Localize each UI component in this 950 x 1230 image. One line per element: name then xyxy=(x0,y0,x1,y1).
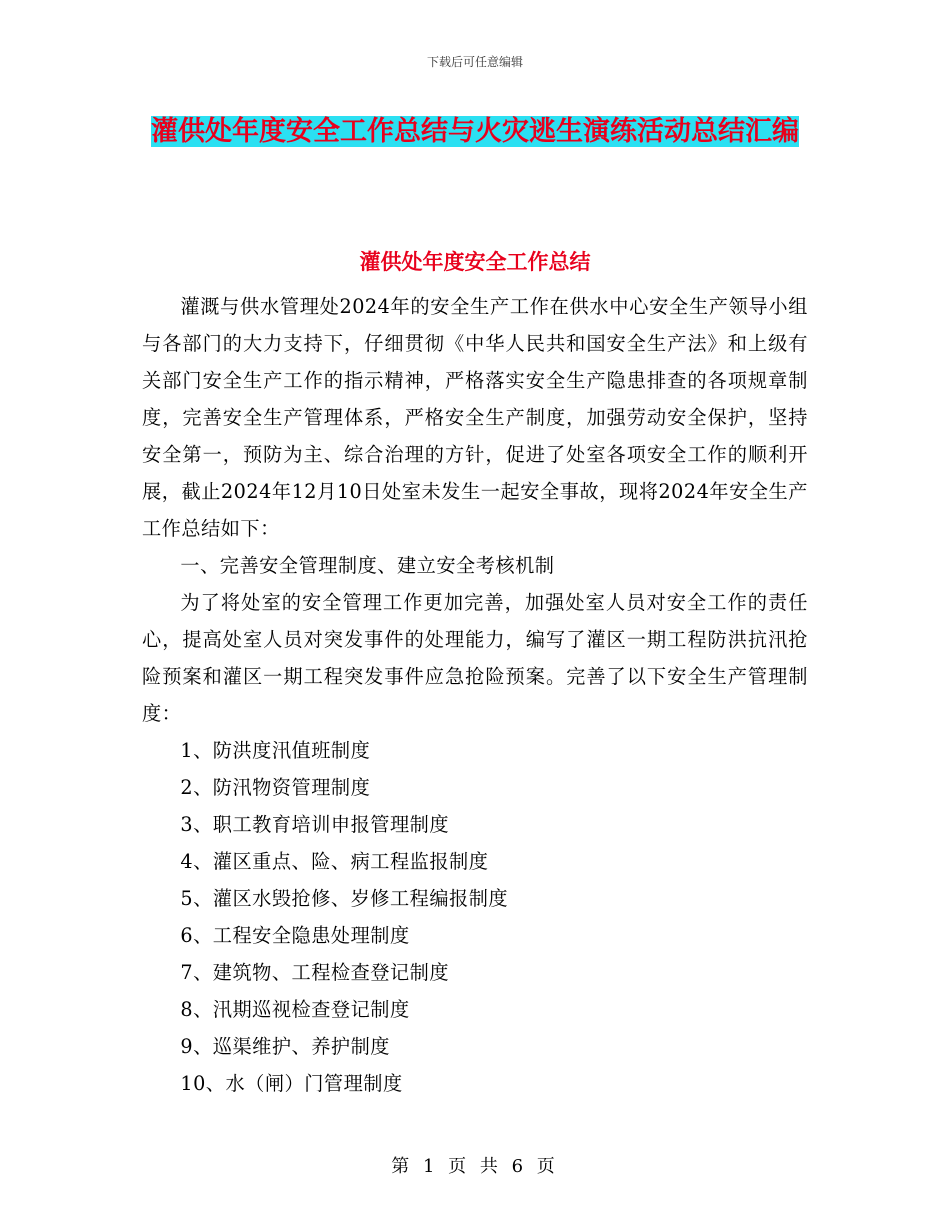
document-body xyxy=(142,288,808,1102)
list-item: 10、水（闸）门管理制度 xyxy=(180,1072,403,1095)
page-header-note: 下载后可任意编辑 xyxy=(426,55,523,69)
section-heading-1: 一、完善安全管理制度、建立安全考核机制 xyxy=(180,554,555,577)
list-item: 8、汛期巡视检查登记制度 xyxy=(180,998,410,1021)
section-title: 灌供处年度安全工作总结 xyxy=(359,250,591,274)
page-footer: 第 1 页 共 6 页 xyxy=(391,1156,559,1177)
document-title-text: 灌供处年度安全工作总结与火灾逃生演练活动总结汇编 xyxy=(151,116,799,147)
section-paragraph-1: 为了将处室的安全管理工作更加完善，加强处室人员对安全工作的责任心，提高处室人员对突发事件的处理能力，编写了灌区一期工程防洪抗汛抢险预案和灌区一期工程突发事件应急抢险预案。完善了以下安全生产管理制度： xyxy=(142,591,808,725)
list-item: 4、灌区重点、险、病工程监报制度 xyxy=(180,850,489,873)
list-item: 1、防洪度汛值班制度 xyxy=(180,739,371,762)
list-item: 6、工程安全隐患处理制度 xyxy=(180,924,410,947)
list-item: 3、职工教育培训申报管理制度 xyxy=(180,813,450,836)
list-item: 9、巡渠维护、养护制度 xyxy=(180,1035,390,1058)
list-item: 2、防汛物资管理制度 xyxy=(180,776,371,799)
intro-paragraph: 灌溉与供水管理处2024年的安全生产工作在供水中心安全生产领导小组与各部门的大力支持下，仔细贯彻《中华人民共和国安全生产法》和上级有关部门安全生产工作的指示精神，严格落实安全生产隐患排查的各项规章制度，完善安全生产管理体系，严格安全生产制度，加强劳动安全保护，坚持安全第一，预防为主、综合治理的方针，促进了处室各项安全工作的顺利开展，截止2024年12月10日处室未发生一起安全事故，现将2024年安全生产工作总结如下： xyxy=(142,295,808,540)
list-item: 5、灌区水毁抢修、岁修工程编报制度 xyxy=(180,887,509,910)
document-title xyxy=(140,108,810,155)
list-item: 7、建筑物、工程检查登记制度 xyxy=(180,961,450,984)
